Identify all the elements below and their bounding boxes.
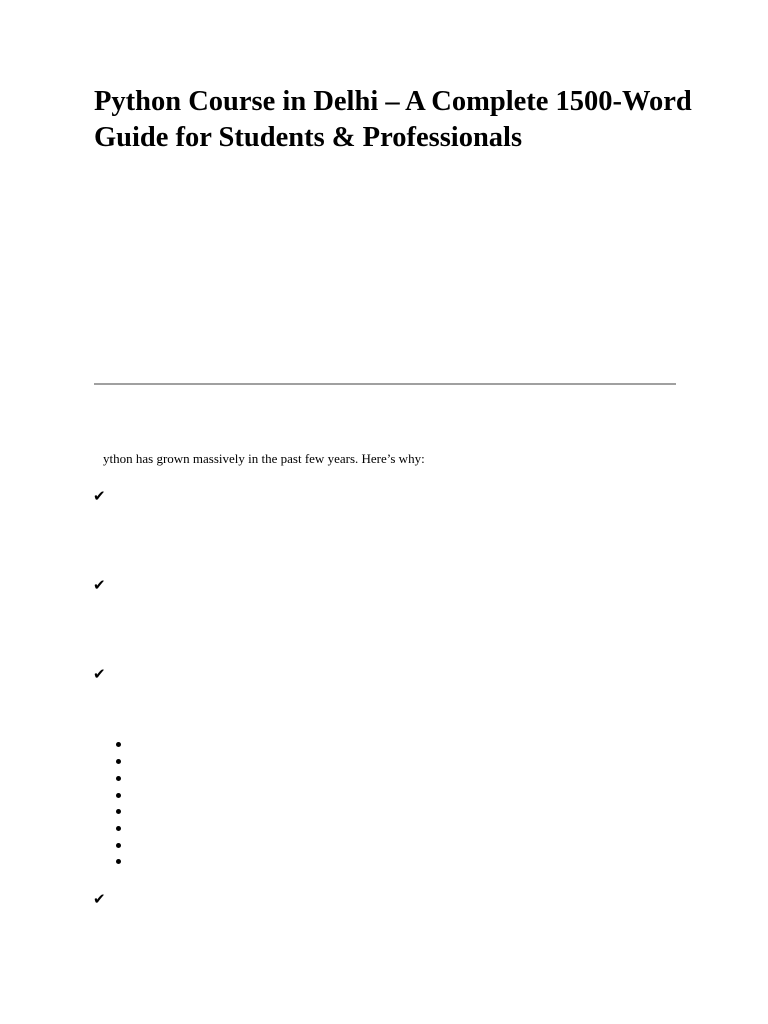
- bullet-icon: [116, 759, 121, 764]
- bullet-icon: [116, 742, 121, 747]
- bullet-icon: [116, 826, 121, 831]
- bullet-icon: [116, 859, 121, 864]
- bullet-icon: [116, 793, 121, 798]
- horizontal-divider: [94, 383, 676, 385]
- checkmark-icon: ✔: [93, 576, 106, 594]
- checkmark-icon: ✔: [93, 890, 106, 908]
- checkmark-icon: ✔: [93, 665, 106, 683]
- bullet-icon: [116, 809, 121, 814]
- bullet-icon: [116, 776, 121, 781]
- intro-paragraph: ython has grown massively in the past few years. Here’s why:: [103, 451, 425, 466]
- checkmark-icon: ✔: [93, 487, 106, 505]
- document-title: Python Course in Delhi – A Complete 1500-Word Guide for Students & Professionals: [94, 86, 692, 153]
- bullet-icon: [116, 843, 121, 848]
